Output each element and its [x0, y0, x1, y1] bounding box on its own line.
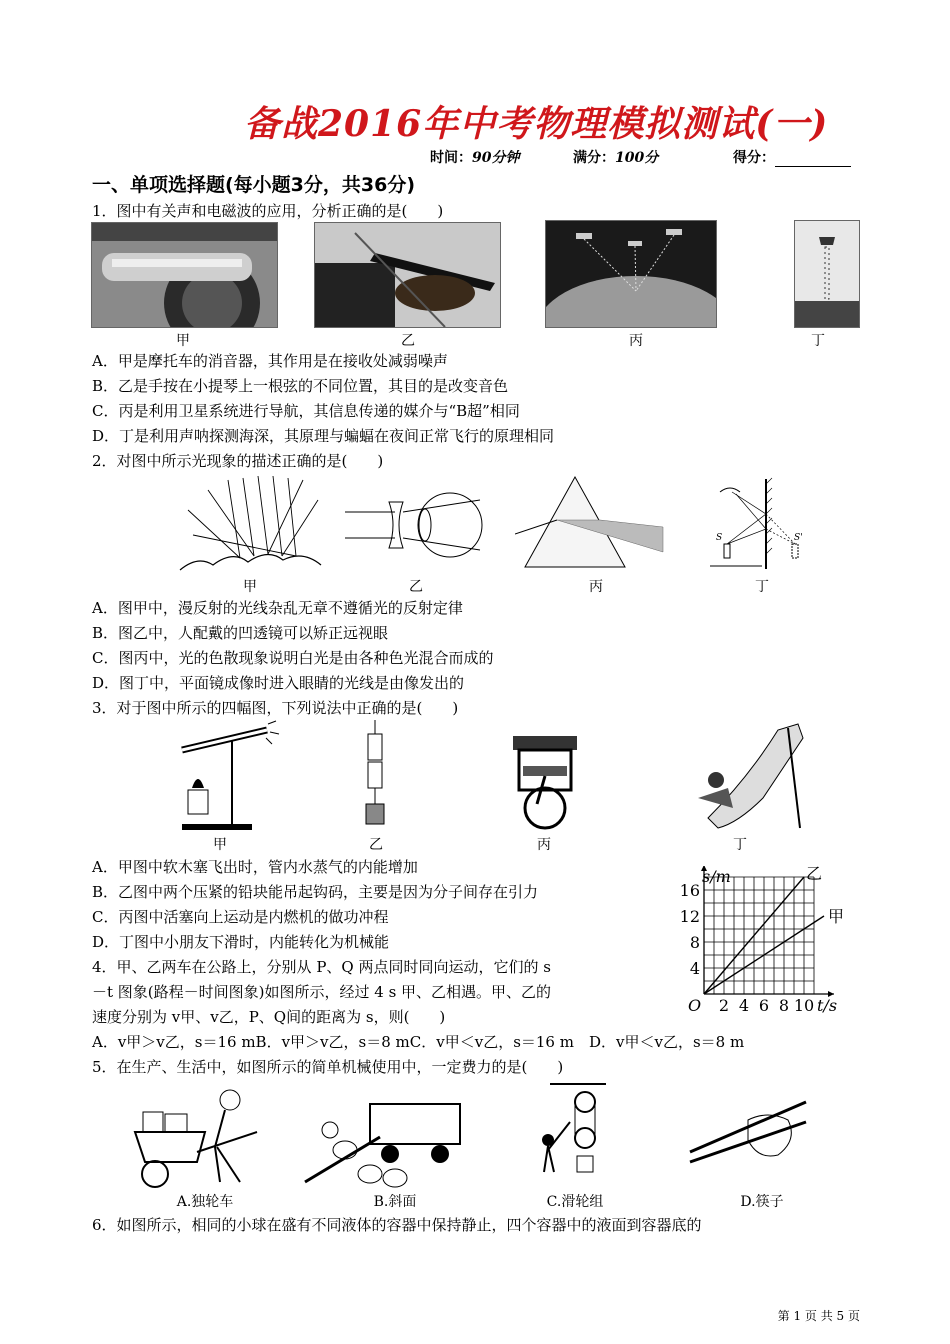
- chart-grid: [704, 877, 814, 994]
- q3-stem: 3．对于图中所示的四幅图，下列说法中正确的是( ): [92, 699, 459, 717]
- plane-mirror-diagram: [710, 474, 810, 574]
- y-tick-label: 16: [679, 881, 700, 900]
- q1-caption-b: 乙: [401, 333, 415, 349]
- q3-caption-b: 乙: [369, 837, 383, 853]
- q4-options: A．v甲＞v乙，s＝16 mB．v甲＞v乙，s＝8 mC．v甲＜v乙，s＝16 m D．v甲＜v乙，s＝8 m: [92, 1033, 745, 1051]
- s-t-chart: [674, 866, 854, 1018]
- x-tick-label: 2: [718, 996, 730, 1015]
- q3-option-b: B．乙图中两个压紧的铅块能吊起钩码，主要是因为分子间存在引力: [92, 883, 539, 901]
- q2-caption-c: 丙: [589, 579, 603, 595]
- q5-caption-c: C.滑轮组: [546, 1194, 604, 1210]
- q2-stem: 2．对图中所示光现象的描述正确的是( ): [92, 452, 384, 470]
- y-axis-label: s/m: [702, 867, 731, 886]
- q5-caption-d: D.筷子: [740, 1194, 784, 1210]
- series-label: 乙: [806, 866, 823, 883]
- q2-option-c: C．图丙中，光的色散现象说明白光是由各种色光混合而成的: [92, 649, 494, 667]
- full-score-info: [573, 147, 658, 167]
- y-tick-label: 12: [679, 907, 700, 926]
- score-info: [733, 147, 851, 167]
- time-info: [430, 147, 519, 167]
- q2-option-d: D．图丁中，平面镜成像时进入眼睛的光线是由像发出的: [92, 674, 465, 692]
- wheelbarrow-image: [125, 1082, 265, 1190]
- q4-line-2: －t 图象(路程－时间图象)如图所示，经过 4 s 甲、乙相遇。甲、乙的: [92, 983, 552, 1001]
- full-value: 100分: [615, 150, 659, 166]
- q3-caption-c: 丙: [537, 837, 551, 853]
- q1-caption-c: 丙: [629, 333, 643, 349]
- sonar-depth-image: [794, 220, 860, 328]
- x-tick-label: 10: [793, 996, 815, 1015]
- q3-caption-d: 丁: [733, 837, 747, 853]
- q2-caption-a: 甲: [243, 579, 257, 595]
- q2-option-a: A．图甲中，漫反射的光线杂乱无章不遵循光的反射定律: [92, 599, 463, 617]
- q5-caption-a: A.独轮车: [176, 1194, 234, 1210]
- x-tick-label: 4: [738, 996, 750, 1015]
- q3-caption-a: 甲: [213, 837, 227, 853]
- time-label: 时间：: [430, 150, 472, 166]
- q1-option-a: A．甲是摩托车的消音器，其作用是在接收处减弱噪声: [92, 352, 448, 370]
- time-value: 90分钟: [472, 150, 520, 166]
- q1-option-d: D．丁是利用声呐探测海深，其原理与蝙蝠在夜间正常飞行的原理相同: [92, 427, 555, 445]
- page-title: 备战2016年中考物理模拟测试(一): [244, 103, 829, 145]
- q2-caption-d: 丁: [755, 579, 769, 595]
- y-tick-label: 8: [689, 933, 700, 952]
- eye-concave-lens-diagram: [345, 490, 485, 565]
- origin-label: O: [688, 996, 702, 1015]
- score-blank[interactable]: [775, 152, 851, 167]
- motorcycle-muffler-image: [91, 222, 278, 328]
- pulley-system-image: [530, 1082, 610, 1190]
- q5-stem: 5．在生产、生活中，如图所示的简单机械使用中，一定费力的是( ): [92, 1058, 564, 1076]
- x-axis-label: t/s: [817, 996, 838, 1015]
- q5-caption-b: B.斜面: [373, 1194, 417, 1210]
- q3-option-a: A．甲图中软木塞飞出时，管内水蒸气的内能增加: [92, 858, 418, 876]
- q2-caption-b: 乙: [409, 579, 423, 595]
- q1-caption-a: 甲: [176, 333, 190, 349]
- q1-option-b: B．乙是手按在小提琴上一根弦的不同位置，其目的是改变音色: [92, 377, 509, 395]
- q4-line-3: 速度分别为 v甲、v乙，P、Q间的距离为 s，则( ): [92, 1008, 446, 1026]
- q1-option-c: C．丙是利用卫星系统进行导航，其信息传递的媒介与“B超”相同: [92, 402, 520, 420]
- slide-child-image: [688, 718, 810, 830]
- q2-option-b: B．图乙中，人配戴的凹透镜可以矫正远视眼: [92, 624, 389, 642]
- q3-option-d: D．丁图中小朋友下滑时，内能转化为机械能: [92, 933, 390, 951]
- lead-blocks-apparatus: [360, 720, 390, 830]
- y-tick-label: 4: [689, 959, 700, 978]
- engine-cylinder-diagram: [505, 732, 585, 832]
- mirror-image-label: S': [794, 533, 803, 543]
- ramp-truck-image: [300, 1082, 470, 1190]
- page-number: 第 1 页 共 5 页: [777, 1309, 860, 1323]
- q3-option-c: C．丙图中活塞向上运动是内燃机的做功冲程: [92, 908, 389, 926]
- diffuse-reflection-diagram: [178, 470, 323, 575]
- prism-dispersion-diagram: [515, 472, 665, 572]
- full-label: 满分：: [573, 150, 615, 166]
- series-label: 甲: [828, 907, 845, 926]
- satellite-navigation-image: [545, 220, 717, 328]
- x-tick-label: 6: [758, 996, 770, 1015]
- chopsticks-image: [688, 1100, 808, 1180]
- violin-image: [314, 222, 501, 328]
- x-tick-label: 8: [778, 996, 790, 1015]
- steam-cork-apparatus: [172, 720, 282, 832]
- q6-stem: 6．如图所示，相同的小球在盛有不同液体的容器中保持静止，四个容器中的液面到容器底的: [92, 1216, 702, 1234]
- q1-caption-d: 丁: [811, 333, 825, 349]
- section-heading: 一、单项选择题(每小题3分，共36分): [92, 174, 416, 196]
- q4-line-1: 4．甲、乙两车在公路上，分别从 P、Q 两点同时同向运动，它们的 s: [92, 958, 551, 976]
- q1-stem: 1．图中有关声和电磁波的应用，分析正确的是( ): [92, 202, 444, 220]
- mirror-object-label: S: [716, 533, 723, 543]
- score-label: 得分：: [733, 150, 775, 166]
